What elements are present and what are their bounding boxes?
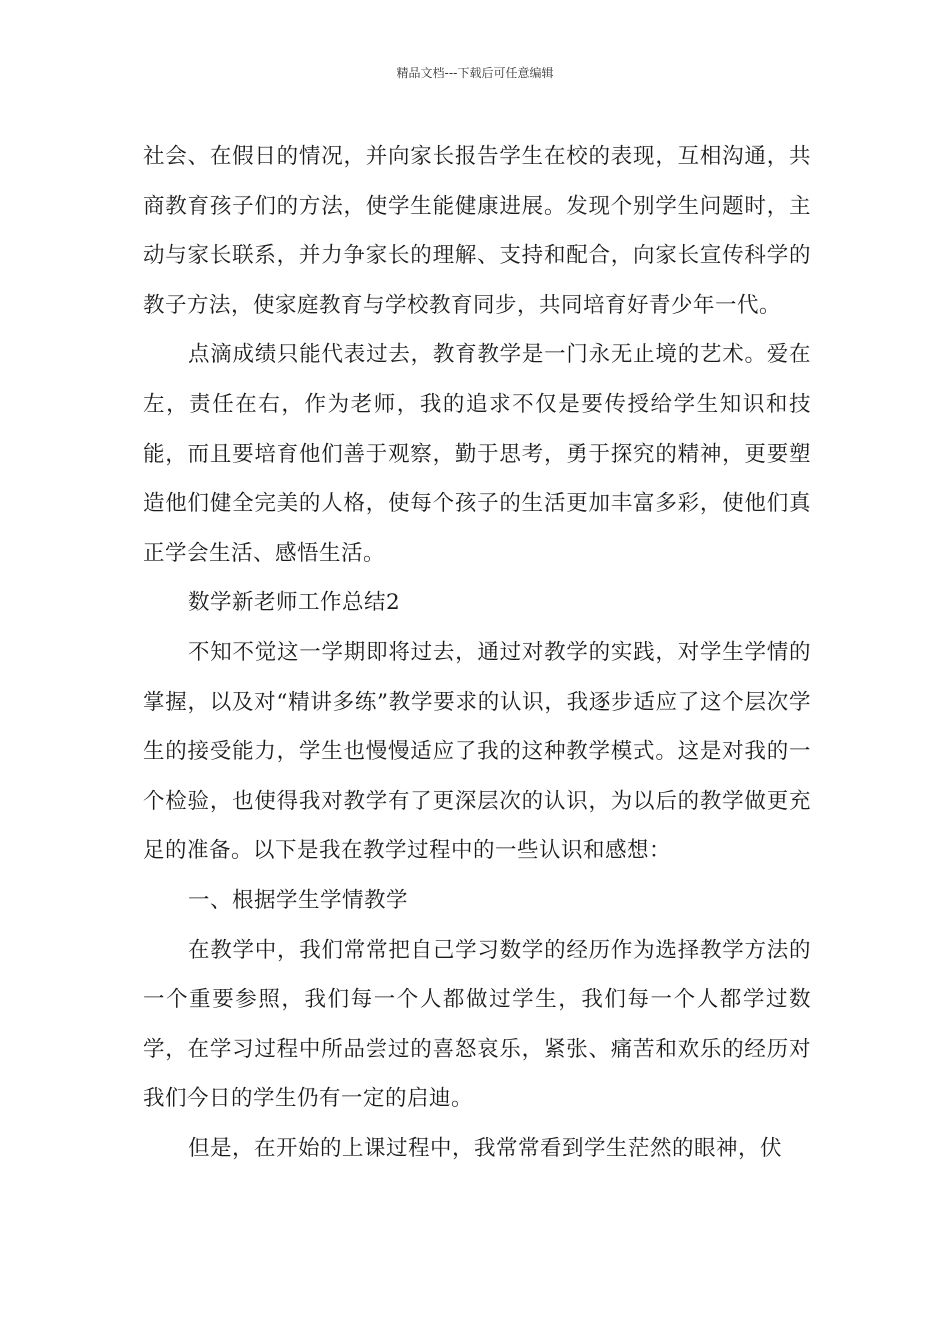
section-title: 数学新老师工作总结2 <box>188 590 401 616</box>
subsection-heading: 一、根据学生学情教学 <box>188 887 409 913</box>
paragraph-3: 不知不觉这一学期即将过去，通过对教学的实践，对学生学情的掌握，以及对“精讲多练”教学要求的认识，我逐步适应了这个层次学生的接受能力，学生也慢慢适应了我的这种教学模式。这是对我的一个检验，也使得我对教学有了更深层次的认识，为以后的教学做更充足的准备。以下是我在教学过程中的一些认识和感想： <box>143 639 811 864</box>
paragraph-5: 但是，在开始的上课过程中，我常常看到学生茫然的眼神，伏 <box>188 1135 783 1161</box>
paragraph-2: 点滴成绩只能代表过去，教育教学是一门永无止境的艺术。爱在左，责任在右，作为老师，我的追求不仅是要传授给学生知识和技能，而且要培育他们善于观察，勤于思考，勇于探究的精神，更要塑造他们健全完美的人格，使每个孩子的生活更加丰富多彩，使他们真正学会生活、感悟生活。 <box>143 342 811 566</box>
paragraph-4: 在教学中，我们常常把自己学习数学的经历作为选择教学方法的一个重要参照，我们每一个人都做过学生，我们每一个人都学过数学，在学习过程中所品尝过的喜怒哀乐，紧张、痛苦和欢乐的经历对我们今日的学生仍有一定的启迪。 <box>143 937 811 1112</box>
paragraph-1: 社会、在假日的情况，并向家长报告学生在校的表现，互相沟通，共商教育孩子们的方法，使学生能健康进展。发现个别学生问题时，主动与家长联系，并力争家长的理解、支持和配合，向家长宣传科学的教子方法，使家庭教育与学校教育同步，共同培育好青少年一代。 <box>143 144 811 318</box>
page-header: 精品文档---下载后可任意编辑 <box>396 66 554 80</box>
document-body <box>143 132 811 1173</box>
